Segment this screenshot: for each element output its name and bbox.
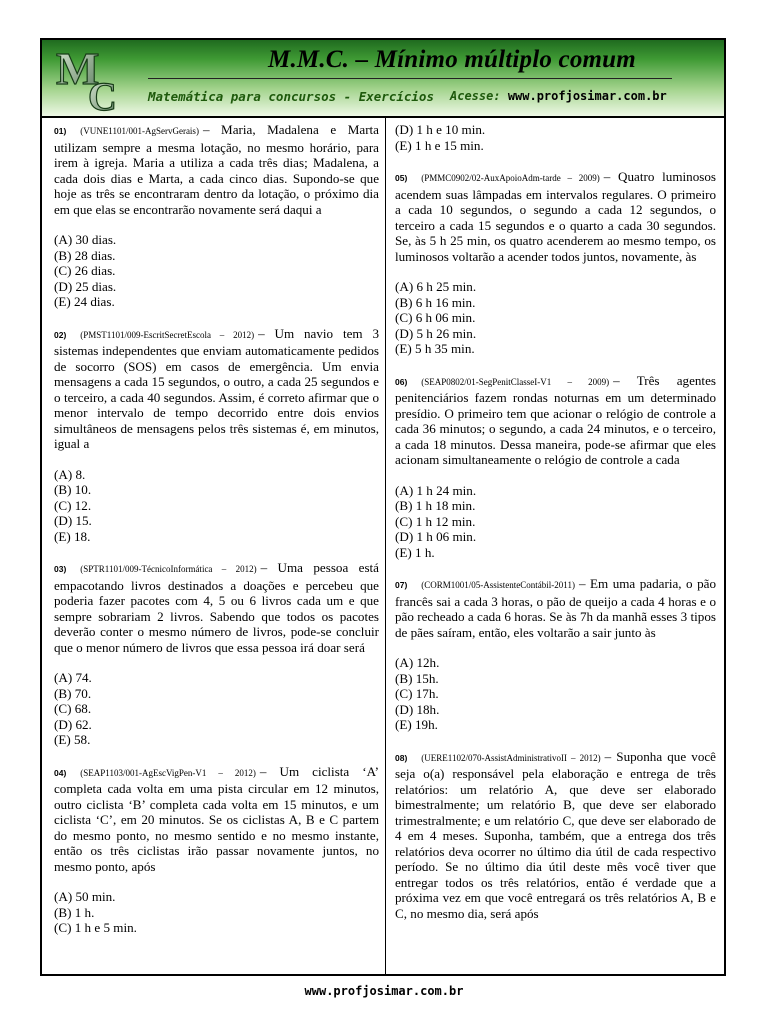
question-statement: – Quatro luminosos acendem suas lâmpadas em intervalos regulares. O primeiro a cada 10 segundos, o segundo a cada 12 segundos, o terceiro a cada 15 segundos e o quarto a cada 30 segundos. Se, às 5 h 25 min, os quatro acenderem ao mesmo tempo, os luminosos voltarão a acender todos juntos, novamente, às: [395, 169, 716, 264]
option-a: (A) 30 dias.: [54, 232, 117, 247]
option-c: (C) 1 h 12 min.: [395, 513, 476, 529]
option-c: (C) 6 h 06 min.: [395, 310, 476, 325]
option-e: (E) 1 h.: [395, 544, 435, 560]
question-statement: – Três agentes penitenciários fazem rondas noturnas em um determinado presídio. O primeiro tem que acionar o relógio de controle a cada 36 minutos; o segundo, a cada 24 minutos, e o terceiro, a cada 18 minutos. Dessa maneira, pode-se afirmar que eles acionam simultaneamente o relógio de controle a cada: [395, 372, 716, 467]
question-source: (CORM1001/05-AssistenteContábil-2011): [421, 580, 575, 590]
question-number: 02): [54, 329, 67, 340]
question-number: 07): [395, 580, 408, 590]
option-a: (A) 8.: [54, 466, 86, 482]
option-e: (E) 24 dias.: [54, 294, 115, 309]
option-c: (C) 68.: [54, 701, 92, 716]
question-number: 08): [395, 752, 408, 763]
option-e: (E) 19h.: [395, 717, 438, 732]
question-source: (SPTR1101/009-TécnicoInformática – 2012): [80, 564, 257, 574]
options-list: [395, 279, 716, 357]
question-source: (VUNE1101/001-AgServGerais): [80, 126, 199, 136]
option-b: (B) 70.: [54, 685, 92, 701]
question-source: (SEAP1103/001-AgEscVigPen-V1 – 2012): [80, 767, 256, 778]
question-04: [54, 764, 379, 936]
option-d: (D) 62.: [54, 716, 92, 732]
option-e: (E) 1 h e 15 min.: [395, 137, 484, 153]
page-frame: [40, 38, 726, 976]
mmc-logo-icon: [52, 42, 148, 114]
option-b: (B) 6 h 16 min.: [395, 294, 476, 310]
option-b: (B) 10.: [54, 482, 92, 497]
page-title: M.M.C. – Mínimo múltiplo comum: [268, 46, 636, 73]
title-underline: [148, 78, 672, 79]
question-statement: – Uma pessoa está empacotando livros destinados a doações e percebeu que poderia fazer pacotes com 4, 5 ou 6 livros cada um e que sempre sobrariam 2 livros. Sabendo que todos os pacotes deverão conter o mesmo número de livros, pode-se concluir que o menor número de livros que essa pessoa irá doar será: [54, 560, 379, 655]
question-source: (PMST1101/009-EscritSecretEscola – 2012): [80, 329, 255, 340]
question-statement: – Em uma padaria, o pão francês sai a cada 3 horas, o pão de queijo a cada 4 horas e o pão recheado a cada 6 horas. Se às 7h da manhã esses 3 tipos de pães saíram, então, eles voltarão a sair junto às: [395, 576, 716, 640]
access-label: Acesse:: [450, 89, 501, 103]
option-d: (D) 5 h 26 min.: [395, 325, 477, 341]
option-d: (D) 18h.: [395, 701, 440, 717]
option-d: (D) 1 h 06 min.: [395, 529, 477, 544]
option-a: (A) 50 min.: [54, 889, 116, 904]
question-source: (UERE1102/070-AssistAdministrativoII – 2012): [421, 752, 601, 763]
options-list: [395, 655, 716, 733]
footer-url-link[interactable]: www.profjosimar.com.br: [304, 984, 464, 998]
question-08: [395, 749, 716, 922]
option-e: (E) 5 h 35 min.: [395, 341, 475, 356]
question-number: 01): [54, 126, 67, 136]
question-02: [54, 326, 379, 545]
header-banner: [42, 40, 724, 118]
logo-letter-c: C: [88, 74, 117, 114]
left-column: [54, 122, 379, 952]
options-list: [54, 467, 379, 545]
option-b: (B) 28 dias.: [54, 247, 116, 263]
option-b: (B) 15h.: [395, 670, 439, 686]
option-a: (A) 12h.: [395, 655, 440, 670]
right-column: [395, 122, 716, 937]
question-number: 04): [54, 767, 67, 778]
question-source: (PMMC0902/02-AuxApoioAdm-tarde – 2009): [421, 173, 600, 183]
column-divider: [385, 116, 386, 974]
option-b: (B) 1 h.: [54, 904, 95, 920]
options-list: [54, 889, 379, 936]
question-06: [395, 373, 716, 561]
options-list: [54, 670, 379, 748]
access-info: [450, 89, 718, 103]
question-statement: – Suponha que você seja o(a) responsável pela elaboração e entrega de três relatórios: um relatório A, que deve ser elaborado bimestralmente; um relatório B, que deve ser elaborado trimestralmente; e um relatório C, que deve ser elaborado de 4 em 4 meses. Suponha, também, que a entrega dos três relatórios deva ocorrer no último dia útil de cada respectivo período. Se no último dia útil deste mês você tiver que entregar todos os três relatórios, então é verdade que a próxima vez em que você entregará os três relatórios A, B e C, no mesmo dia, será após: [395, 748, 716, 921]
question-source: (SEAP0802/01-SegPenitClasseI-V1 – 2009): [421, 376, 610, 387]
option-a: (A) 74.: [54, 670, 92, 685]
option-c: (C) 12.: [54, 497, 92, 513]
option-c: (C) 17h.: [395, 686, 439, 701]
question-statement: – Maria, Madalena e Marta utilizam sempre a mesma lotação, no mesmo horário, para irem à igreja. Maria a utiliza a cada três dias; Madalena, a cada dois dias e Marta, a cada cinco dias. Supondo-se que hoje as três se encontraram dentro da lotação, o próximo dia em que elas se encontrarão novamente será daqui a: [54, 122, 379, 217]
question-04-continued-options: [395, 122, 716, 153]
option-c: (C) 1 h e 5 min.: [54, 920, 137, 935]
options-list: [54, 232, 379, 310]
options-list: [395, 483, 716, 561]
option-c: (C) 26 dias.: [54, 263, 116, 278]
question-number: 05): [395, 173, 408, 183]
question-01: [54, 122, 379, 310]
option-a: (A) 6 h 25 min.: [395, 279, 477, 294]
question-03: [54, 560, 379, 748]
access-url-link[interactable]: www.profjosimar.com.br: [507, 89, 667, 103]
question-statement: – Um ciclista ‘A’ completa cada volta em uma pista circular em 12 minutos, outro ciclista ‘B’ completa cada volta em 15 minutos, e um ciclista ‘C’, em 20 minutos. Se os ciclistas A, B e C partem do mesmo ponto, no mesmo sentido e no mesmo instante, então os três ciclistas irão passar novamente juntos, no mesmo ponto, após: [54, 763, 379, 874]
option-e: (E) 58.: [54, 732, 91, 747]
option-d: (D) 25 dias.: [54, 278, 117, 294]
option-b: (B) 1 h 18 min.: [395, 498, 476, 513]
question-07: [395, 576, 716, 733]
page-subtitle: Matemática para concursos - Exercícios: [148, 89, 434, 104]
option-d: (D) 15.: [54, 513, 92, 528]
option-a: (A) 1 h 24 min.: [395, 482, 477, 498]
logo-letter-m: M: [56, 43, 100, 94]
question-number: 06): [395, 376, 408, 387]
question-number: 03): [54, 564, 67, 574]
question-statement: – Um navio tem 3 sistemas independentes que enviam automaticamente pedidos de socorro (SOS) em casos de emergência. Um envia mensagens a cada 15 segundos, o outro, a cada 25 segundos e o terceiro, a cada 40 segundos. Assim, é correto afirmar que o menor intervalo de tempo decorrido entre dois envios simultâneos de mensagens pelos três sistemas é, em minutos, igual a: [54, 325, 379, 451]
option-e: (E) 18.: [54, 528, 91, 544]
question-05: [395, 169, 716, 357]
option-d: (D) 1 h e 10 min.: [395, 122, 486, 137]
